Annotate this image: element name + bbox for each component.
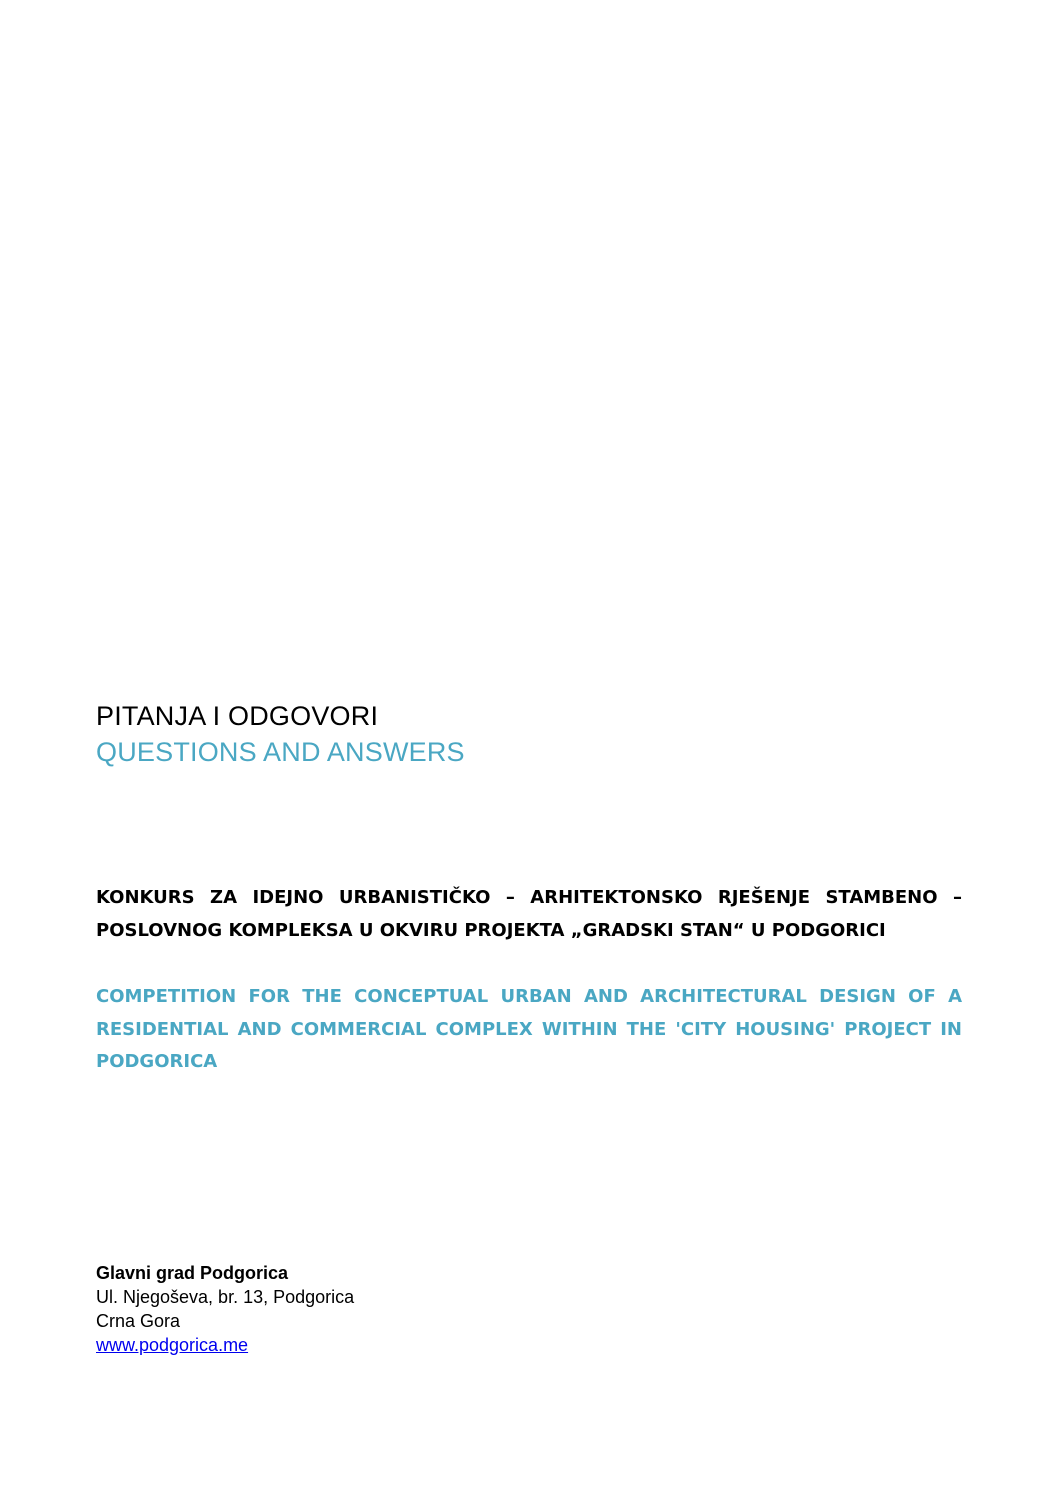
subtitle-local: KONKURS ZA IDEJNO URBANISTIČKO – ARHITEKTONSKO RJEŠENJE STAMBENO – POSLOVNOG KOMPLEKSA U OKVIRU PROJEKTA „GRADSKI STAN“ U PODGORICI xyxy=(96,887,962,941)
street-address: Ul. Njegoševa, br. 13, Podgorica xyxy=(96,1287,355,1307)
website-link[interactable]: www.podgorica.me xyxy=(96,1335,249,1355)
subtitle-english: COMPETITION FOR THE CONCEPTUAL URBAN AND ARCHITECTURAL DESIGN OF A RESIDENTIAL AND COMMERCIAL COMPLEX WITHIN THE 'CITY HOUSING' PROJECT IN PODGORICA xyxy=(96,986,962,1072)
title-local: PITANJA I ODGOVORI xyxy=(96,701,379,731)
address-block xyxy=(96,1261,596,1357)
title-english: QUESTIONS AND ANSWERS xyxy=(96,737,465,767)
country-name: Crna Gora xyxy=(96,1311,181,1331)
organization-name: Glavni grad Podgorica xyxy=(96,1263,289,1283)
document-title-block xyxy=(96,698,962,770)
